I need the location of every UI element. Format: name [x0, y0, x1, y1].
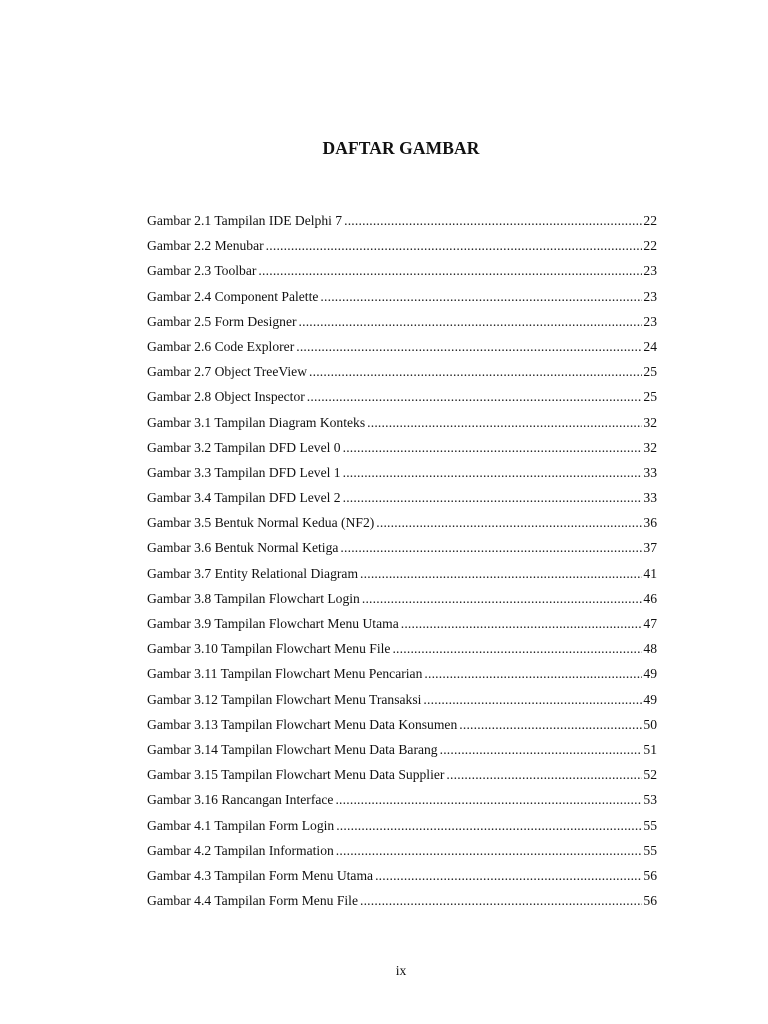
- figure-page-number: 46: [643, 590, 657, 606]
- list-item: [147, 233, 657, 258]
- figure-caption: Gambar 3.12 Tampilan Flowchart Menu Transaksi: [147, 691, 422, 707]
- dot-leader: [375, 863, 642, 888]
- list-item: [147, 359, 657, 384]
- dot-leader: [440, 737, 643, 762]
- figure-page-number: 23: [643, 263, 657, 279]
- figure-page-number: 22: [643, 238, 657, 254]
- figure-page-number: 25: [643, 364, 657, 380]
- figure-page-number: 49: [643, 666, 657, 682]
- list-item: [147, 586, 657, 611]
- list-item: [147, 485, 657, 510]
- figure-page-number: 24: [643, 338, 657, 354]
- dot-leader: [376, 510, 642, 535]
- list-item: [147, 410, 657, 435]
- figure-page-number: 55: [643, 842, 657, 858]
- list-item: [147, 813, 657, 838]
- figure-caption: Gambar 4.4 Tampilan Form Menu File: [147, 893, 358, 909]
- list-item: [147, 384, 657, 409]
- figure-page-number: 33: [643, 464, 657, 480]
- list-item: [147, 863, 657, 888]
- list-item: [147, 334, 657, 359]
- list-item: [147, 762, 657, 787]
- dot-leader: [307, 384, 643, 409]
- figure-caption: Gambar 3.16 Rancangan Interface: [147, 792, 334, 808]
- figure-caption: Gambar 3.4 Tampilan DFD Level 2: [147, 490, 341, 506]
- dot-leader: [258, 258, 642, 283]
- figure-caption: Gambar 2.4 Component Palette: [147, 288, 319, 304]
- figure-caption: Gambar 3.13 Tampilan Flowchart Menu Data Konsumen: [147, 716, 458, 732]
- list-item: [147, 258, 657, 283]
- figure-caption: Gambar 3.15 Tampilan Flowchart Menu Data Supplier: [147, 767, 445, 783]
- dot-leader: [459, 712, 642, 737]
- figure-page-number: 36: [643, 515, 657, 531]
- dot-leader: [343, 485, 643, 510]
- dot-leader: [392, 636, 642, 661]
- dot-leader: [335, 787, 642, 812]
- figure-caption: Gambar 2.8 Object Inspector: [147, 389, 305, 405]
- list-item: [147, 309, 657, 334]
- dot-leader: [362, 586, 643, 611]
- figure-page-number: 56: [643, 867, 657, 883]
- figure-caption: Gambar 3.7 Entity Relational Diagram: [147, 565, 359, 581]
- dot-leader: [401, 611, 643, 636]
- figure-page-number: 32: [643, 414, 657, 430]
- figure-caption: Gambar 4.1 Tampilan Form Login: [147, 817, 335, 833]
- dot-leader: [266, 233, 643, 258]
- figure-page-number: 23: [643, 313, 657, 329]
- figure-caption: Gambar 2.2 Menubar: [147, 238, 264, 254]
- figure-page-number: 48: [643, 641, 657, 657]
- dot-leader: [360, 561, 642, 586]
- figure-caption: Gambar 2.3 Toolbar: [147, 263, 257, 279]
- dot-leader: [424, 661, 642, 686]
- list-item: [147, 510, 657, 535]
- list-item: [147, 838, 657, 863]
- dot-leader: [344, 208, 642, 233]
- list-item: [147, 208, 657, 233]
- dot-leader: [309, 359, 642, 384]
- dot-leader: [423, 687, 642, 712]
- list-item: [147, 661, 657, 686]
- figure-page-number: 53: [643, 792, 657, 808]
- figure-caption: Gambar 3.5 Bentuk Normal Kedua (NF2): [147, 515, 375, 531]
- page-title: DAFTAR GAMBAR: [322, 138, 480, 158]
- list-item: [147, 460, 657, 485]
- figure-page-number: 55: [643, 817, 657, 833]
- dot-leader: [446, 762, 642, 787]
- figure-caption: Gambar 4.2 Tampilan Information: [147, 842, 334, 858]
- figure-list: [147, 208, 657, 913]
- dot-leader: [360, 888, 642, 913]
- figure-caption: Gambar 3.11 Tampilan Flowchart Menu Pencarian: [147, 666, 423, 682]
- figure-caption: Gambar 3.8 Tampilan Flowchart Login: [147, 590, 360, 606]
- dot-leader: [336, 838, 643, 863]
- figure-caption: Gambar 3.14 Tampilan Flowchart Menu Data Barang: [147, 741, 438, 757]
- figure-page-number: 41: [643, 565, 657, 581]
- dot-leader: [336, 813, 642, 838]
- list-item: [147, 611, 657, 636]
- dot-leader: [343, 435, 643, 460]
- list-item: [147, 561, 657, 586]
- dot-leader: [320, 284, 642, 309]
- figure-page-number: 37: [643, 540, 657, 556]
- dot-leader: [343, 460, 643, 485]
- list-item: [147, 737, 657, 762]
- figure-page-number: 33: [643, 490, 657, 506]
- figure-page-number: 25: [643, 389, 657, 405]
- dot-leader: [299, 309, 643, 334]
- figure-caption: Gambar 3.2 Tampilan DFD Level 0: [147, 439, 341, 455]
- list-item: [147, 284, 657, 309]
- figure-caption: Gambar 2.6 Code Explorer: [147, 338, 295, 354]
- list-item: [147, 687, 657, 712]
- figure-page-number: 22: [643, 213, 657, 228]
- dot-leader: [340, 535, 642, 560]
- dot-leader: [367, 410, 642, 435]
- figure-page-number: 23: [643, 288, 657, 304]
- list-item: [147, 435, 657, 460]
- figure-page-number: 47: [643, 616, 657, 631]
- list-item: [147, 888, 657, 913]
- figure-caption: Gambar 4.3 Tampilan Form Menu Utama: [147, 867, 374, 883]
- page-number: ix: [395, 963, 407, 978]
- list-item: [147, 712, 657, 737]
- figure-page-number: 56: [643, 893, 657, 909]
- figure-caption: Gambar 3.9 Tampilan Flowchart Menu Utama: [147, 616, 399, 631]
- list-item: [147, 787, 657, 812]
- figure-page-number: 51: [643, 741, 657, 757]
- figure-caption: Gambar 3.1 Tampilan Diagram Konteks: [147, 414, 366, 430]
- dot-leader: [296, 334, 642, 359]
- figure-page-number: 50: [643, 716, 657, 732]
- figure-caption: Gambar 2.1 Tampilan IDE Delphi 7: [147, 213, 343, 228]
- figure-page-number: 49: [643, 691, 657, 707]
- figure-caption: Gambar 3.3 Tampilan DFD Level 1: [147, 464, 341, 480]
- figure-caption: Gambar 2.5 Form Designer: [147, 313, 297, 329]
- figure-page-number: 32: [643, 439, 657, 455]
- figure-caption: Gambar 3.6 Bentuk Normal Ketiga: [147, 540, 339, 556]
- figure-page-number: 52: [643, 767, 657, 783]
- figure-caption: Gambar 2.7 Object TreeView: [147, 364, 308, 380]
- list-item: [147, 535, 657, 560]
- list-item: [147, 636, 657, 661]
- figure-caption: Gambar 3.10 Tampilan Flowchart Menu File: [147, 641, 391, 657]
